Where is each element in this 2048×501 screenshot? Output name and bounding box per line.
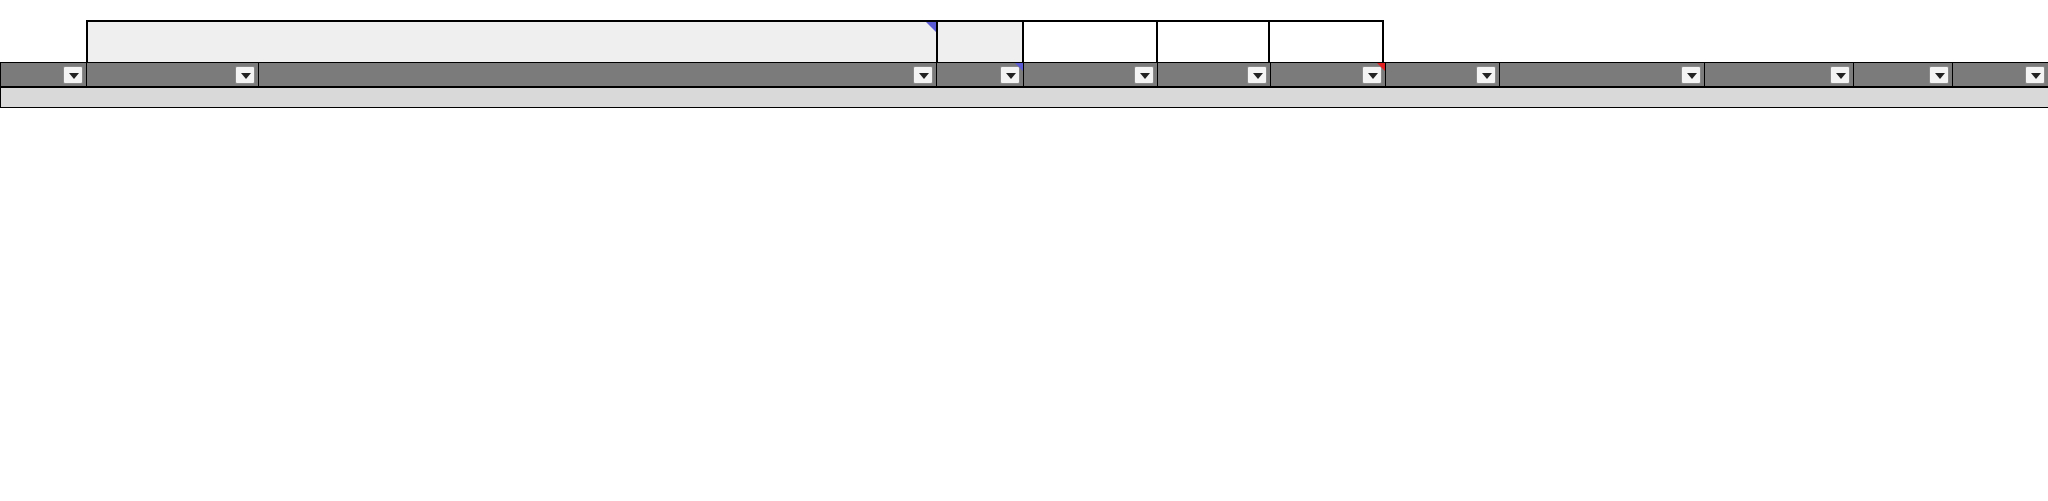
filter-dropdown-icon[interactable] xyxy=(63,66,83,84)
column-header-fds-section[interactable] xyxy=(1024,63,1158,87)
column-header-line-id[interactable] xyxy=(1,63,87,87)
column-header-owner[interactable] xyxy=(937,63,1024,87)
table-body xyxy=(1,87,2048,108)
filter-dropdown-icon[interactable] xyxy=(235,66,255,84)
traceability-table xyxy=(0,62,2048,108)
column-header-sds-section[interactable] xyxy=(1271,63,1386,87)
header-row xyxy=(1,63,2048,87)
filter-dropdown-icon[interactable] xyxy=(1247,66,1267,84)
comment-marker-icon[interactable] xyxy=(926,22,936,32)
column-header-hds-section[interactable] xyxy=(1158,63,1271,87)
column-header-description[interactable] xyxy=(259,63,937,87)
sheet-title xyxy=(0,0,1382,20)
column-header-urs-section-label[interactable] xyxy=(87,63,259,87)
comment-marker-icon[interactable] xyxy=(1377,63,1385,71)
revision-blank-cell-2[interactable] xyxy=(1156,20,1270,64)
comment-marker-icon[interactable] xyxy=(1015,63,1023,71)
filter-dropdown-icon[interactable] xyxy=(1134,66,1154,84)
section-row xyxy=(1,87,2048,108)
filter-dropdown-icon[interactable] xyxy=(2025,66,2045,84)
column-header-comply[interactable] xyxy=(1386,63,1500,87)
revision-blank-cell-1[interactable] xyxy=(1022,20,1158,64)
client-spec-cell[interactable] xyxy=(86,20,938,64)
column-header-sat[interactable] xyxy=(1953,63,2048,87)
column-header-clarification[interactable] xyxy=(1500,63,1705,87)
filter-dropdown-icon[interactable] xyxy=(1830,66,1850,84)
filter-dropdown-icon[interactable] xyxy=(1681,66,1701,84)
filter-dropdown-icon[interactable] xyxy=(913,66,933,84)
filter-dropdown-icon[interactable] xyxy=(1929,66,1949,84)
column-header-fat[interactable] xyxy=(1854,63,1953,87)
revision-label-cell[interactable] xyxy=(936,20,1024,64)
column-header-comments[interactable] xyxy=(1705,63,1854,87)
revision-value-cell[interactable] xyxy=(1268,20,1384,64)
filter-dropdown-icon[interactable] xyxy=(1476,66,1496,84)
section-title[interactable] xyxy=(1,87,2048,108)
